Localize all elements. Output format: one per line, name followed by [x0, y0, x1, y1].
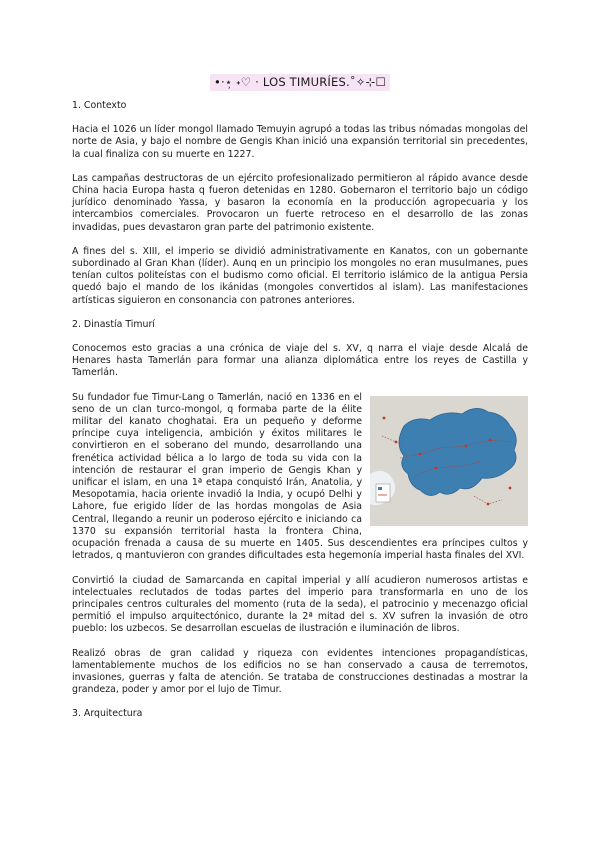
map-city-dot: [383, 416, 386, 419]
map-city-dot: [489, 438, 492, 441]
map-legend-swatch: [378, 487, 382, 490]
map-city-dot: [509, 486, 512, 489]
section-heading-contexto: 1. Contexto: [72, 100, 127, 111]
map-city-dot: [395, 440, 398, 443]
paragraph: A fines del s. XIII, el imperio se dividió administrativamente en Kanatos, con un gobernante subordinado al Gran Khan (líder). Aunq en un principio los mongoles no eran musulmanes, pues tenían cultos politeístas con el budismo como oficial. El territorio islámico de la antigua Persia quedó bajo el mando de los ikánidas (mongoles convertidos al islam). Las manifestaciones artísticas siguieron en consonancia con patrones anteriores.: [72, 245, 528, 306]
timurid-empire-map: [370, 396, 528, 526]
paragraph: Realizó obras de gran calidad y riqueza con evidentes intenciones propagandísticas, lamentablemente muchos de los edificios no se han conservado a causa de terremotos, invasiones, guerras y falta de atención. Se trataba de construcciones destinadas a mostrar la grandeza, poder y amor por el lujo de Timur.: [72, 647, 528, 696]
paragraph: Hacia el 1026 un líder mongol llamado Temuyin agrupó a todas las tribus nómadas mongolas del norte de Asia, y bajo el nombre de Gengis Khan inició una expansión territorial sin precedentes, la cual finaliza con su muerte en 1227.: [72, 124, 528, 160]
title-wrap: [0, 71, 600, 91]
section-heading-dinastia: 2. Dinastía Timurí: [72, 318, 155, 330]
map-legend-box: [376, 484, 390, 502]
map-city-dot: [487, 502, 490, 505]
section-heading-arquitectura: 3. Arquitectura: [72, 708, 143, 720]
paragraph: Su fundador fue Timur-Lang o Tamerlán, nació en 1336 en el seno de un clan turco-mongol, q formaba parte de la élite militar del kanato choghatai. Era un pequeño y deforme príncipe cuya inteligencia, ambición y éxitos militares le convirtieron en el soberano del mundo, desarrollando una frenética actividad bélica a lo largo de toda su vida con la intención de restaurar el gran imperio de Gengis Khan y unificar el islam, en una 1ª etapa conquistó Irán, Anatolia, y Mesopotamia, hacia oriente invadió la India, y ocupó Delhi y Lahore, fue erigido líder de las hordas mongolas de Asia Central, llegando a reunir un poderoso ejército e iniciando ca 1370 su expansión territorial hasta la frontera China, ocupación frenada a causa de su muerte en 1405. Sus descendientes era príncipes cultos y letrados, q mantuvieron con grandes dificultades esta hegemonía imperial hasta finales del XVI.: [72, 391, 528, 562]
paragraph: Las campañas destructoras de un ejército profesionalizado permitieron al rápido avance desde China hacia Europa hasta q fueron detenidas en 1280. Gobernaron el territorio bajo un código jurídico denominado Yassa, y basaron la economía en la producción agropecuaria y los intercambios comerciales. Provocaron un fuerte retroceso en el desarrollo de las zonas invadidas, pues devastaron gran parte del patrimonio existente.: [72, 172, 528, 233]
document-body: [72, 100, 528, 733]
map-image: [370, 396, 528, 526]
map-legend: [376, 484, 390, 502]
paragraph: Conocemos esto gracias a una crónica de viaje del s. XV, q narra el viaje desde Alcalá de Henares hasta Tamerlán para formar una alianza diplomática entre los reyes de Castilla y Tamerlán.: [72, 343, 528, 379]
map-city-dot: [435, 466, 438, 469]
map-city-dot: [465, 444, 468, 447]
paragraph: Convirtió la ciudad de Samarcanda en capital imperial y allí acudieron numerosos artistas e intelectuales reclutados de todas partes del imperio para transformarla en uno de los principales centros culturales del momento (ruta de la seda), el patrocinio y mecenazgo oficial permitió el impulso arquitectónico, durante la 2ª mitad del s. XV sufren la invasión de otro pueblo: los uzbecos. Se desarrollan escuelas de ilustración e iluminación de libros.: [72, 574, 528, 635]
map-city-dot: [419, 452, 422, 455]
page-title: •‧⋆̹ ˖♡ ‧ LOS TIMURÍES.˚✧⊹☐: [210, 74, 390, 91]
